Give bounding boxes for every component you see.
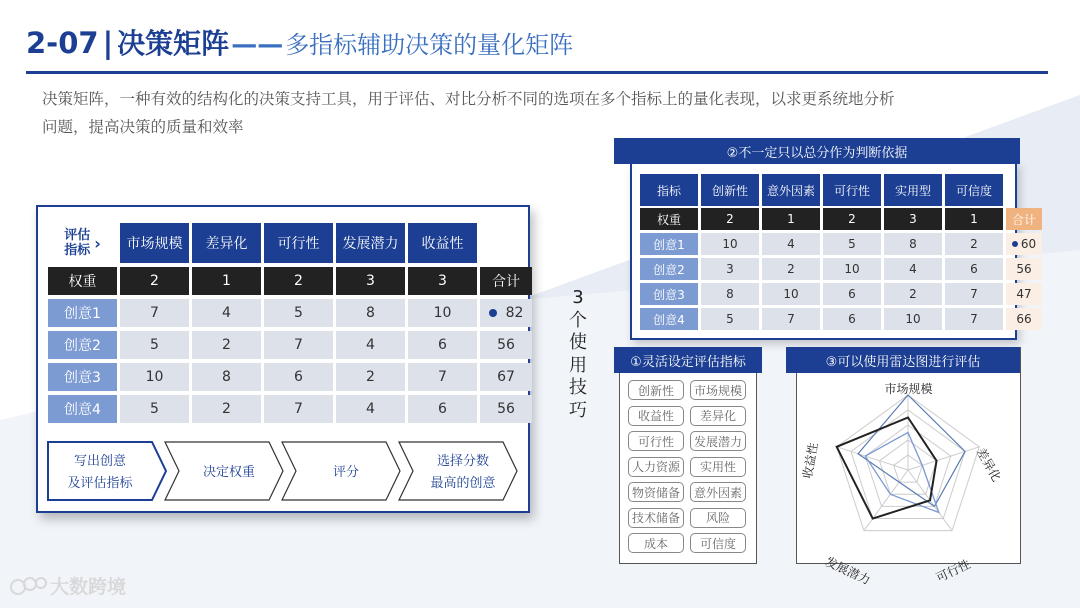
metric-tag: 风险: [690, 508, 746, 528]
matrix-score: 2: [192, 331, 261, 359]
tip2-weight: 1: [762, 208, 820, 230]
matrix-col-header: 收益性: [408, 223, 477, 263]
metric-tag: 物资储备: [628, 482, 684, 502]
matrix-total-label: 合计: [480, 267, 532, 295]
matrix-score: 2: [336, 363, 405, 391]
tip2-score: 5: [823, 233, 881, 255]
metric-tag: 发展潜力: [690, 431, 746, 451]
tip2-score: 6: [945, 258, 1003, 280]
matrix-score: 8: [336, 299, 405, 327]
tip3-header: ③可以使用雷达图进行评估: [786, 347, 1020, 373]
matrix-row-name: 创意4: [48, 395, 117, 423]
corner-line1: 评估: [64, 228, 91, 243]
intro-line-2: 问题，提高决策的质量和效率: [42, 118, 244, 136]
metric-tag: 实用性: [690, 457, 746, 477]
matrix-row-name: 创意1: [48, 299, 117, 327]
metric-tag: 可行性: [628, 431, 684, 451]
radar-axis-label: 收益性: [800, 441, 821, 480]
step-label: 评分: [332, 465, 360, 480]
tip2-header: ②不一定只以总分作为判断依据: [614, 138, 1020, 164]
matrix-score: 8: [192, 363, 261, 391]
matrix-score: 4: [336, 395, 405, 423]
tip2-score: 4: [762, 233, 820, 255]
tip1-panel: [619, 347, 757, 564]
tip2-weight: 2: [701, 208, 759, 230]
tip1-header: ①灵活设定评估指标: [614, 347, 762, 373]
matrix-score: 7: [408, 363, 477, 391]
tip2-weight: 1: [945, 208, 1003, 230]
tip2-total: [1006, 308, 1042, 330]
matrix-weight: 2: [120, 267, 189, 295]
tip2-score: 8: [884, 233, 942, 255]
tip2-score: 6: [823, 283, 881, 305]
metric-tag: 意外因素: [690, 482, 746, 502]
step-label: 及评估指标: [67, 476, 133, 491]
tip2-total-label: 合计: [1006, 208, 1042, 230]
matrix-total: [480, 363, 532, 391]
tip2-score: 10: [823, 258, 881, 280]
title-separator: |: [102, 26, 114, 60]
tip2-score: 5: [701, 308, 759, 330]
metric-tag: 人力资源: [628, 457, 684, 477]
metric-tag: 收益性: [628, 406, 684, 426]
tip2-corner: 指标: [640, 174, 698, 206]
tip2-total-value: 60: [1020, 237, 1037, 251]
tip2-total-value: 56: [1016, 262, 1032, 276]
matrix-weight: 3: [336, 267, 405, 295]
intro-line-1: 决策矩阵，一种有效的结构化的决策支持工具，用于评估、对比分析不同的选项在多个指标上的量化表现，以求更系统地分析: [42, 90, 895, 108]
logo-text: 大数跨境: [50, 576, 127, 598]
step-label: 选择分数: [436, 454, 490, 469]
matrix-score: 5: [120, 331, 189, 359]
matrix-score: 6: [408, 331, 477, 359]
tip2-total: [1006, 283, 1042, 305]
matrix-col-header: 市场规模: [120, 223, 189, 263]
tip2-score: 6: [823, 308, 881, 330]
matrix-total-value: 56: [497, 401, 515, 417]
title-underline: [26, 71, 1048, 74]
tip2-score: 10: [884, 308, 942, 330]
matrix-score: 10: [408, 299, 477, 327]
matrix-score: 4: [336, 331, 405, 359]
matrix-total: [480, 299, 532, 327]
side-label: 3 个 使 用 技 巧: [569, 287, 587, 421]
matrix-score: 5: [264, 299, 333, 327]
matrix-row-name: 创意3: [48, 363, 117, 391]
step-chevron: [48, 442, 166, 500]
matrix-score: 7: [264, 331, 333, 359]
corner-line2: 指标: [64, 243, 91, 258]
tip2-col-header: 可行性: [823, 174, 881, 206]
logo-icon: [8, 573, 50, 599]
tip2-weight: 2: [823, 208, 881, 230]
tip2-col-header: 实用型: [884, 174, 942, 206]
matrix-weight: 1: [192, 267, 261, 295]
matrix-col-header: 差异化: [192, 223, 261, 263]
tip2-score: 8: [701, 283, 759, 305]
title-subtitle: 多指标辅助决策的量化矩阵: [285, 31, 574, 59]
metric-tag: 创新性: [628, 380, 684, 400]
tip2-total-value: 66: [1016, 312, 1032, 326]
matrix-score: 4: [192, 299, 261, 327]
tip2-col-header: 可信度: [945, 174, 1003, 206]
tip2-score: 7: [762, 308, 820, 330]
process-steps: [40, 440, 530, 510]
step-chevron: [399, 442, 517, 500]
page-title: [26, 22, 573, 64]
tip2-total: [1006, 258, 1042, 280]
step-label: 决定权重: [202, 465, 256, 480]
tip2-score: 10: [701, 233, 759, 255]
tip3-panel: [796, 347, 1021, 588]
tip2-col-header: 意外因素: [762, 174, 820, 206]
matrix-score: 6: [408, 395, 477, 423]
step-label: 写出创意: [73, 454, 127, 469]
tip2-weight-label: 权重: [640, 208, 698, 230]
matrix-weight: 2: [264, 267, 333, 295]
tip2-score: 7: [945, 283, 1003, 305]
matrix-total: [480, 395, 532, 423]
matrix-corner: [48, 223, 117, 263]
intro-text: [42, 85, 1042, 141]
corner-arrow: ›: [94, 233, 101, 253]
tip2-weight: 3: [884, 208, 942, 230]
radar-axis-label: 发展潜力: [823, 554, 873, 588]
matrix-score: 5: [120, 395, 189, 423]
matrix-total-value: 56: [497, 337, 515, 353]
tip2-score: 10: [762, 283, 820, 305]
tip2-total: [1006, 233, 1042, 255]
highlight-dot-icon: [1012, 241, 1018, 247]
tip2-score: 7: [945, 308, 1003, 330]
radar-axis-label: 差异化: [973, 445, 1004, 484]
step-label: 最高的创意: [430, 476, 496, 491]
matrix-col-header: 发展潜力: [336, 223, 405, 263]
radar-axis-label: 市场规模: [884, 382, 933, 396]
matrix-weight: 3: [408, 267, 477, 295]
matrix-score: 6: [264, 363, 333, 391]
tip2-panel: [630, 162, 1037, 340]
matrix-total-value: 67: [497, 369, 515, 385]
metric-tag: 市场规模: [690, 380, 746, 400]
tip2-score: 3: [701, 258, 759, 280]
matrix-score: 7: [120, 299, 189, 327]
metric-tag: 可信度: [690, 533, 746, 553]
tip2-row-name: 创意3: [640, 283, 698, 305]
metric-tag: 差异化: [690, 406, 746, 426]
tip2-score: 4: [884, 258, 942, 280]
matrix-total-value: 82: [505, 305, 524, 321]
tip2-row-name: 创意1: [640, 233, 698, 255]
tip2-score: 2: [945, 233, 1003, 255]
decision-matrix-panel: [36, 205, 530, 513]
matrix-score: 2: [192, 395, 261, 423]
metric-tag: 技术储备: [628, 508, 684, 528]
title-dash: ——: [231, 30, 284, 60]
title-main: 决策矩阵: [117, 27, 230, 60]
radar-axis-label: 可行性: [934, 556, 973, 585]
matrix-col-header: 可行性: [264, 223, 333, 263]
matrix-score: 7: [264, 395, 333, 423]
tip2-score: 2: [884, 283, 942, 305]
tip2-col-header: 创新性: [701, 174, 759, 206]
tip2-total-value: 47: [1016, 287, 1032, 301]
matrix-score: 10: [120, 363, 189, 391]
tip2-score: 2: [762, 258, 820, 280]
brand-logo: [8, 572, 126, 599]
matrix-total: [480, 331, 532, 359]
title-number: 2-07: [26, 26, 99, 60]
tip2-row-name: 创意4: [640, 308, 698, 330]
metric-tag: 成本: [628, 533, 684, 553]
matrix-weight-label: 权重: [48, 267, 117, 295]
highlight-dot-icon: [489, 309, 497, 317]
matrix-row-name: 创意2: [48, 331, 117, 359]
tip2-row-name: 创意2: [640, 258, 698, 280]
